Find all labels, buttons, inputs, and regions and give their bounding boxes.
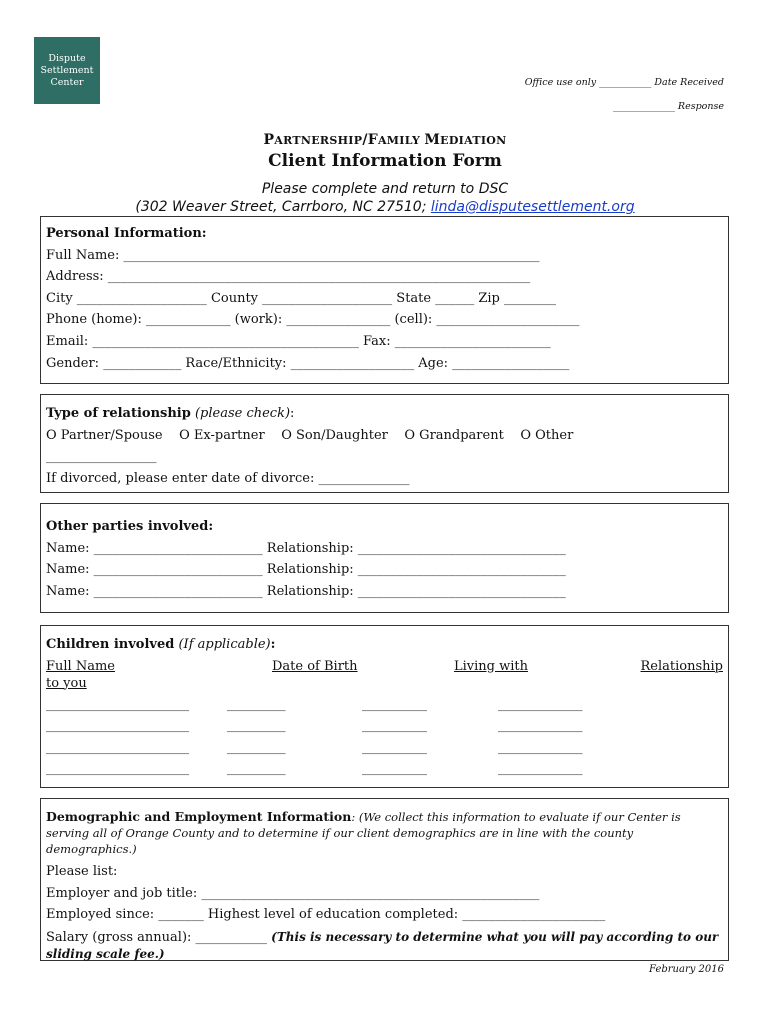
demographic-section [40,798,729,961]
party-row[interactable]: Name: __________________________ Relationship: ________________________________ [46,540,566,556]
children-section [40,625,729,788]
full-name-field[interactable]: Full Name: ________________________________________________________________ [46,247,540,263]
form-title: PARTNERSHIP/FAMILY MEDIATION [263,132,507,148]
dsc-logo [34,37,100,104]
logo-line-3: Center [50,76,84,88]
logo-line-2: Settlement [40,64,94,76]
email-link[interactable]: linda@disputesettlement.org [430,199,635,215]
instructions: Please complete and return to DSC [261,181,509,197]
child-row[interactable]: ______________________ _________ __________ _____________ [46,718,583,734]
address-line: (302 Weaver Street, Carrboro, NC 27510; linda@disputesettlement.org [135,199,635,215]
employer-field[interactable]: Employer and job title: ____________________________________________________ [46,885,540,901]
section-heading: Other parties involved: [46,519,214,534]
child-row[interactable]: ______________________ _________ __________ _____________ [46,696,583,712]
address-field[interactable]: Address: _________________________________________________________________ [46,269,531,285]
section-heading: Personal Information: [46,226,207,241]
footer-date: February 2016 [649,964,724,975]
party-row[interactable]: Name: __________________________ Relationship: ________________________________ [46,583,566,599]
personal-info-section [40,216,729,384]
party-row[interactable]: Name: __________________________ Relationship: ________________________________ [46,562,566,578]
divorce-date-field[interactable]: If divorced, please enter date of divorce: ______________ [46,470,410,486]
employed-since-education-field[interactable]: Employed since: _______ Highest level of education completed: ______________________ [46,907,606,923]
section-heading: Children involved (If applicable): [46,637,276,652]
col-date-of-birth: Date of Birth [272,658,358,674]
col-living-with: Living with [454,658,529,674]
child-row[interactable]: ______________________ _________ __________ _____________ [46,739,583,755]
col-relationship-cont: to you [46,675,87,691]
col-full-name: Full Name [46,658,115,674]
other-relationship-field[interactable]: _________________ [46,449,157,465]
child-row[interactable]: ______________________ _________ __________ _____________ [46,761,583,777]
gender-race-age-field[interactable]: Gender: ____________ Race/Ethnicity: ___________________ Age: __________________ [46,355,570,371]
city-county-state-zip-field[interactable]: City ____________________ County ____________________ State ______ Zip ________ [46,290,556,306]
logo-line-1: Dispute [48,52,86,64]
salary-field[interactable]: Salary (gross annual): ___________ (This is necessary to determine what you will pay according to our sliding scale fee.) [46,929,719,961]
col-relationship: Relationship [640,658,723,674]
please-list-label: Please list: [46,864,118,879]
email-fax-field[interactable]: Email: _________________________________________ Fax: ________________________ [46,333,551,349]
relationship-options[interactable]: O Partner/Spouse O Ex-partner O Son/Daughter O Grandparent O Other [46,427,574,443]
other-parties-section [40,503,729,613]
section-heading: Type of relationship (please check): [46,406,295,421]
section-heading: Demographic and Employment Information: (We collect this information to evaluate if our Center is serving all of Orange County and to determine if our client demographics are in line with the county demographics.) [46,809,681,856]
office-use-response: _____________ Response [613,101,724,112]
children-columns [46,656,723,694]
phone-field[interactable]: Phone (home): _____________ (work): ________________ (cell): ______________________ [46,312,580,328]
form-subtitle: Client Information Form [268,151,502,171]
office-use-date-received: Office use only ___________ Date Received [524,77,724,88]
relationship-section [40,394,729,493]
